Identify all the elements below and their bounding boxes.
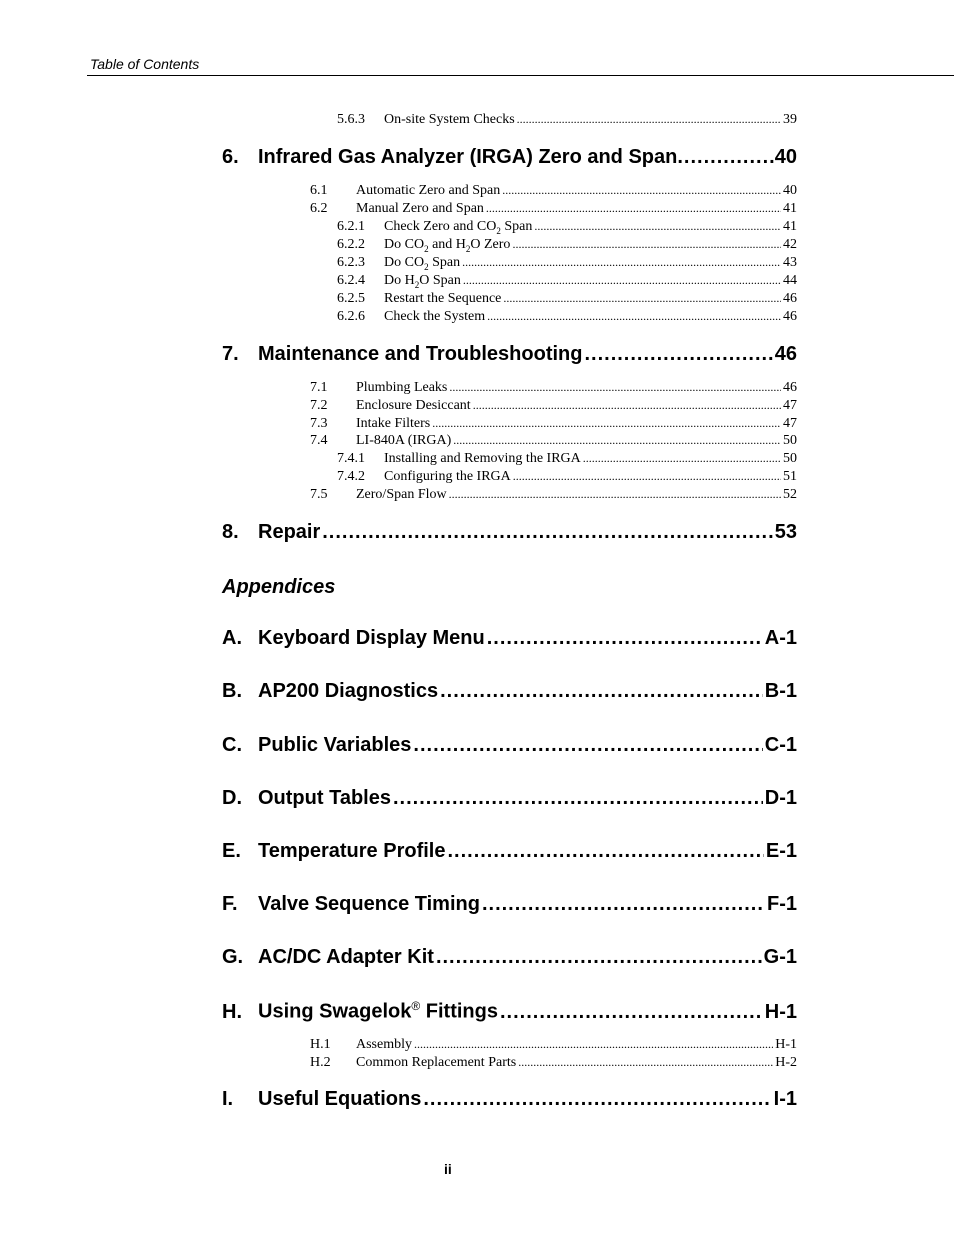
entry-number: 7.4.2: [337, 469, 365, 484]
entry-number: 6.2.5: [337, 291, 365, 306]
chapter-title: Infrared Gas Analyzer (IRGA) Zero and Span: [258, 146, 678, 168]
entry-page: 41: [783, 201, 797, 216]
toc-chapter-6[interactable]: [222, 146, 797, 176]
dot-leader: [463, 273, 781, 288]
appendix-title: Public Variables: [258, 734, 412, 756]
appendix-page: H-1: [764, 1000, 797, 1023]
dot-leader: [453, 433, 781, 448]
entry-number: 6.2.4: [337, 273, 365, 288]
running-header: Table of Contents: [90, 56, 200, 72]
entry-number: 6.2.6: [337, 309, 365, 324]
entry-number: 6.2.3: [337, 255, 365, 270]
entry-page: 47: [783, 416, 797, 431]
dot-leader: [518, 1055, 773, 1070]
dot-leader: [512, 237, 781, 252]
toc-appendix-a[interactable]: [222, 627, 797, 657]
entry-number: 7.4: [310, 433, 328, 448]
entry-number: 6.1: [310, 183, 328, 198]
dot-leader: [482, 893, 765, 916]
toc-entry-h-1[interactable]: [310, 1037, 797, 1055]
appendix-title: Valve Sequence Timing: [258, 893, 480, 915]
entry-title: Check the System: [384, 309, 486, 324]
dot-leader: [322, 521, 773, 544]
entry-number: H.2: [310, 1055, 331, 1070]
entry-number: 7.5: [310, 487, 328, 502]
entry-page: 40: [783, 183, 797, 198]
entry-number: 5.6.3: [337, 112, 365, 127]
appendix-page: I-1: [773, 1088, 797, 1110]
appendix-page: F-1: [767, 893, 797, 915]
entry-title: Configuring the IRGA: [384, 469, 511, 484]
appendix-letter: C.: [222, 734, 242, 756]
toc-entry-6-2-3[interactable]: [337, 255, 797, 273]
entry-title: Do $CO_2$ and $H_2O$ Zero: [384, 237, 511, 254]
entry-page: 46: [783, 309, 797, 324]
toc-entry-7-1[interactable]: [310, 380, 797, 398]
entry-page: 39: [783, 112, 797, 127]
dot-leader: [423, 1088, 771, 1111]
entry-title: Installing and Removing the IRGA: [384, 451, 581, 466]
toc-appendix-g[interactable]: [222, 946, 797, 976]
toc-entry-6-2-4[interactable]: [337, 273, 797, 291]
dot-leader: [583, 451, 781, 466]
registered-mark: ®: [411, 999, 421, 1013]
dot-leader: [534, 219, 781, 234]
appendix-page: C-1: [764, 734, 797, 756]
dot-leader: [440, 680, 763, 703]
entry-page: 46: [783, 291, 797, 306]
toc-entry-7-3[interactable]: [310, 416, 797, 434]
chapter-number: 8.: [222, 521, 239, 543]
appendix-page: D-1: [764, 787, 797, 809]
entry-page: 44: [783, 273, 797, 288]
appendix-page: B-1: [764, 680, 797, 702]
appendix-title: Using Swagelok® Fittings: [258, 999, 498, 1023]
appendix-letter: G.: [222, 946, 244, 968]
appendices-heading: Appendices: [222, 576, 336, 598]
entry-title: Do $H_2O$ Span: [384, 273, 461, 290]
entry-title: Zero/Span Flow: [356, 487, 447, 502]
toc-appendix-h[interactable]: [222, 999, 797, 1029]
dot-leader: [486, 201, 781, 216]
entry-title: Intake Filters: [356, 416, 431, 431]
entry-number: 7.2: [310, 398, 328, 413]
dot-leader: [413, 734, 762, 757]
toc-appendix-i[interactable]: [222, 1088, 797, 1118]
entry-number: H.1: [310, 1037, 331, 1052]
appendix-title: AC/DC Adapter Kit: [258, 946, 434, 968]
entry-number: 6.2.1: [337, 219, 365, 234]
entry-title: LI-840A (IRGA): [356, 433, 452, 448]
appendix-letter: A.: [222, 627, 242, 649]
entry-page: 50: [783, 451, 797, 466]
dot-leader: [462, 255, 781, 270]
entry-title: On-site System Checks: [384, 112, 515, 127]
toc-entry-7-4[interactable]: [310, 433, 797, 451]
dot-leader: [513, 469, 781, 484]
entry-title: Enclosure Desiccant: [356, 398, 471, 413]
toc-entry-6-1[interactable]: [310, 183, 797, 201]
entry-title: Restart the Sequence: [384, 291, 502, 306]
toc-entry-6-2-6[interactable]: [337, 309, 797, 327]
appendix-letter: B.: [222, 680, 242, 702]
toc-chapter-8[interactable]: [222, 521, 797, 551]
appendix-title: Useful Equations: [258, 1088, 422, 1110]
dot-leader: [502, 183, 781, 198]
appendix-letter: E.: [222, 840, 241, 862]
dot-leader: [500, 1001, 763, 1024]
entry-page: 47: [783, 398, 797, 413]
dot-leader: [432, 416, 781, 431]
dot-leader: [487, 309, 781, 324]
toc-entry-5-6-3[interactable]: [337, 112, 797, 130]
entry-page: 41: [783, 219, 797, 234]
toc-entry-6-2-2[interactable]: [337, 237, 797, 255]
appendix-letter: F.: [222, 893, 238, 915]
appendix-page: A-1: [764, 627, 797, 649]
entry-title: Assembly: [356, 1037, 412, 1052]
toc-entry-7-4-2[interactable]: [337, 469, 797, 487]
dot-leader: [503, 291, 781, 306]
chapter-title: Maintenance and Troubleshooting: [258, 343, 583, 365]
dot-leader: [447, 840, 763, 863]
dot-leader: [517, 112, 781, 127]
appendix-title: Output Tables: [258, 787, 391, 809]
appendix-title: Temperature Profile: [258, 840, 446, 862]
entry-title: Manual Zero and Span: [356, 201, 484, 216]
dot-leader: [584, 343, 772, 366]
entry-number: 7.4.1: [337, 451, 365, 466]
toc-entry-6-2-5[interactable]: [337, 291, 797, 309]
toc-entry-h-2[interactable]: [310, 1055, 797, 1073]
entry-title: Check Zero and $CO_2$ Span: [384, 219, 533, 236]
appendix-title: AP200 Diagnostics: [258, 680, 439, 702]
toc-appendix-c[interactable]: [222, 734, 797, 764]
entry-title: Do $CO_2$ Span: [384, 255, 461, 272]
entry-number: 7.1: [310, 380, 328, 395]
dot-leader: [473, 398, 781, 413]
dot-leader: [487, 627, 763, 650]
appendix-letter: I.: [222, 1088, 234, 1110]
dot-leader: [414, 1037, 773, 1052]
dot-leader: [393, 787, 763, 810]
chapter-page: 53: [774, 521, 797, 543]
entry-page: H-2: [775, 1055, 797, 1070]
entry-title: Plumbing Leaks: [356, 380, 448, 395]
chapter-title: Repair: [258, 521, 321, 543]
toc-appendix-b[interactable]: [222, 680, 797, 710]
chapter-page: 40: [774, 146, 797, 168]
chapter-page: 46: [774, 343, 797, 365]
toc-appendix-e[interactable]: [222, 840, 797, 870]
entry-page: 42: [783, 237, 797, 252]
entry-page: 46: [783, 380, 797, 395]
toc-entry-7-5[interactable]: [310, 487, 797, 505]
toc-entry-7-4-1[interactable]: [337, 451, 797, 469]
appendix-title: Keyboard Display Menu: [258, 627, 485, 649]
appendix-page: G-1: [763, 946, 797, 968]
appendix-letter: H.: [222, 1000, 242, 1023]
entry-page: 51: [783, 469, 797, 484]
dot-leader: [677, 146, 774, 169]
toc-entry-6-2[interactable]: [310, 201, 797, 219]
dot-leader: [449, 487, 781, 502]
entry-title: Common Replacement Parts: [356, 1055, 517, 1070]
dot-leader: [436, 946, 762, 969]
entry-page: 43: [783, 255, 797, 270]
appendix-letter: D.: [222, 787, 242, 809]
chapter-number: 6.: [222, 146, 239, 168]
entry-number: 6.2: [310, 201, 328, 216]
appendix-page: E-1: [765, 840, 797, 862]
toc-appendix-d[interactable]: [222, 787, 797, 817]
toc-entry-6-2-1[interactable]: [337, 219, 797, 237]
entry-number: 7.3: [310, 416, 328, 431]
page-number: ii: [444, 1161, 452, 1177]
entry-page: 50: [783, 433, 797, 448]
dot-leader: [449, 380, 781, 395]
entry-number: 6.2.2: [337, 237, 365, 252]
toc-chapter-7[interactable]: [222, 343, 797, 373]
entry-page: 52: [783, 487, 797, 502]
toc-entry-7-2[interactable]: [310, 398, 797, 416]
chapter-number: 7.: [222, 343, 239, 365]
toc-appendix-f[interactable]: [222, 893, 797, 923]
entry-page: H-1: [775, 1037, 797, 1052]
entry-title: Automatic Zero and Span: [356, 183, 501, 198]
